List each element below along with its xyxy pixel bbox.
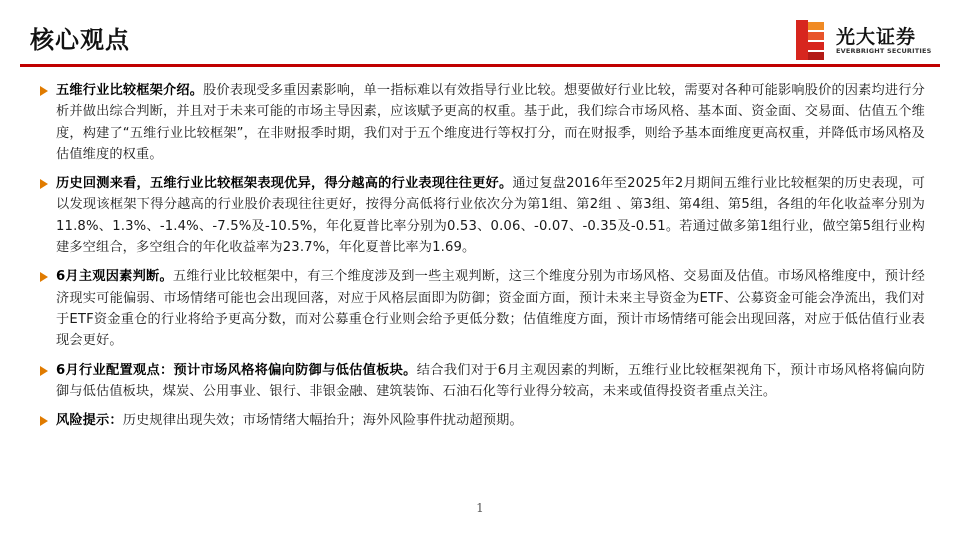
page-number: 1 (476, 501, 484, 515)
triangle-bullet-icon (40, 179, 48, 189)
bullet-lead: 6月行业配置观点：预计市场风格将偏向防御与低估值板块。 (56, 362, 417, 378)
logo-chinese-name: 光大证券 (836, 26, 917, 48)
bullet-lead: 五维行业比较框架介绍。 (56, 83, 204, 98)
bullet-lead: 风险提示： (56, 413, 123, 429)
bullet-body: 结合我们对于6月主观因素的判断，五维行业比较框架视角下，预计市场风格将偏向防御与低估值板块，煤炭、公用事业、银行、非银金融、建筑装饰、石油石化等行业得分较高，未来或值得投资者重点关注。 (56, 362, 925, 399)
bullet-paragraph (56, 80, 925, 165)
list-item (40, 360, 925, 403)
bullet-body: 通过复盘2016年至2025年2月期间五维行业比较框架的历史表现，可以发现该框架下得分越高的行业股价表现往往更好，按得分高低将行业依次分为第1组、第2组 、第3组、第4组、第5组，各组的年化收益率分别为11.8%、1.3%、-1.4%、-7.5%及-10.5%，年化夏普比率分别为0.53、0.06、-0.07、-0.35及-0.51。若通过做多第1组行业，做空第5组行业构建多空组合，多空组合的年化收益率为23.7%，年化夏普比率为1.69。 (56, 176, 925, 256)
triangle-bullet-icon (40, 272, 48, 282)
list-item (40, 266, 925, 351)
triangle-bullet-icon (40, 366, 48, 376)
bullet-paragraph (56, 410, 925, 431)
logo-english-name: EVERBRIGHT SECURITIES (836, 47, 932, 55)
bullet-paragraph (56, 266, 925, 351)
bullet-paragraph (56, 173, 925, 258)
header-divider (20, 64, 940, 67)
triangle-bullet-icon (40, 416, 48, 426)
bullet-body: 历史规律出现失效；市场情绪大幅抬升；海外风险事件扰动超预期。 (122, 413, 523, 429)
bullet-body: 股价表现受多重因素影响，单一指标难以有效指导行业比较。想要做好行业比较，需要对各种可能影响股价的因素均进行分析并做出综合判断，并且对于未来可能的市场主导因素，应该赋予更高的权重。基于此，我们综合市场风格、基本面、资金面、交易面、估值五个维度，构建了“五维行业比较框架”，在非财报季时期，我们对于五个维度进行等权打分，而在财报季，则给予基本面维度更高权重，并降低市场风格及估值维度的权重。 (56, 83, 925, 162)
page-title: 核心观点 (30, 26, 130, 54)
list-item (40, 173, 925, 258)
list-item (40, 80, 925, 165)
everbright-logo-icon (792, 20, 832, 60)
bullet-lead: 历史回测来看，五维行业比较框架表现优异，得分越高的行业表现往往更好。 (56, 176, 513, 192)
bullet-paragraph (56, 360, 925, 403)
key-points-list (40, 80, 925, 439)
company-logo (792, 20, 952, 60)
triangle-bullet-icon (40, 86, 48, 96)
bullet-lead: 6月主观因素判断。 (56, 269, 173, 285)
list-item (40, 410, 925, 431)
bullet-body: 五维行业比较框架中，有三个维度涉及到一些主观判断，这三个维度分别为市场风格、交易面及估值。市场风格维度中，预计经济现实可能偏弱、市场情绪可能也会出现回落，对应于风格层面即为防御；资金面方面，预计未来主导资金为ETF、公募资金可能会净流出，我们对于ETF资金重仓的行业将给予更高分数，而对公募重仓行业则会给予更低分数；估值维度方面，预计市场情绪可能会出现回落，对应于低估值行业表现会更好。 (56, 269, 925, 349)
